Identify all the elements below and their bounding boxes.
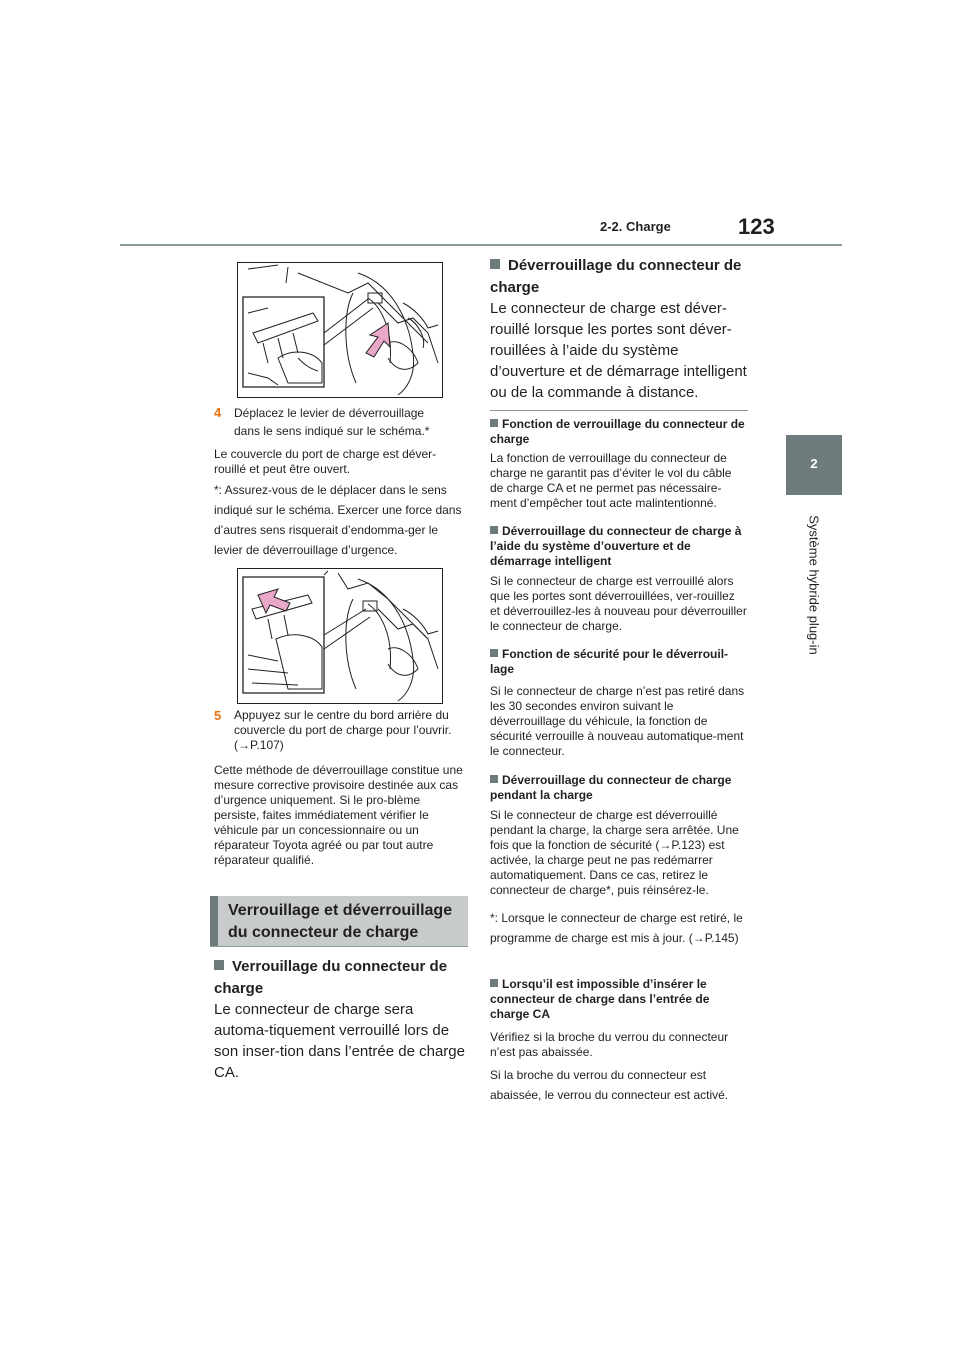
note-heading-text: Fonction de sécurité pour le déverrouil-lage <box>490 647 729 676</box>
illustration-unlock-lever-2 <box>238 569 442 703</box>
note-heading-text: Déverrouillage du connecteur de charge pendant la charge <box>490 773 732 802</box>
step-5 <box>214 708 468 760</box>
notes-divider <box>490 410 748 411</box>
note-heading-3 <box>490 647 748 677</box>
figure-unlock-lever-2 <box>237 568 443 704</box>
banner-underline <box>210 946 468 947</box>
square-bullet-icon <box>490 775 498 783</box>
section-banner <box>210 896 468 946</box>
step-number: 5 <box>214 708 222 723</box>
figure-unlock-lever-1 <box>237 262 443 398</box>
step-5-result: Cette méthode de déverrouillage constitue une mesure corrective provisoire destinée aux cas d’urgence uniquement. Si le pro-blème persiste, faites immédiatement vérifier le véhicule par un concessionnaire ou un réparateur Toyota agréé ou par tout autre réparateur qualifié. <box>214 763 463 867</box>
square-bullet-icon <box>490 419 498 427</box>
page-number: 123 <box>738 214 775 239</box>
square-bullet-icon <box>214 960 224 970</box>
lock-heading <box>214 956 468 1000</box>
note-body-3: Si le connecteur de charge n’est pas retiré dans les 30 secondes environ suivant le déverrouillage du véhicule, la fonction de sécurité verrouille à nouveau automatique-ment le connecteur. <box>490 684 745 758</box>
note-body-1: La fonction de verrouillage du connecteur de charge ne garantit pas d’éviter le vol du câble de charge CA et ne permet pas nécessaire-ment d’empêcher tout acte malintentionné. <box>490 451 732 510</box>
lock-heading-text: Verrouillage du connecteur de charge <box>214 958 448 997</box>
unlock-heading-text: Déverrouillage du connecteur de charge <box>490 257 742 296</box>
note-body-4: Si le connecteur de charge est déverrouillé pendant la charge, la charge sera arrêtée. Une fois que la fonction de sécurité (→P.123) est activée, la charge peut ne pas redémarrer automatiquement. Dans ce cas, retirez le connecteur de charge*, puis réinsérez-le. <box>490 808 739 897</box>
square-bullet-icon <box>490 649 498 657</box>
square-bullet-icon <box>490 259 500 269</box>
chapter-label: Système hybride plug-in <box>806 515 822 655</box>
illustration-unlock-lever-1 <box>238 263 442 397</box>
step-4 <box>214 404 468 444</box>
note-body-5a: Vérifiez si la broche du verrou du connecteur n’est pas abaissée. <box>490 1030 729 1059</box>
note-heading-2 <box>490 524 748 569</box>
unlock-heading <box>490 255 748 299</box>
unlock-body: Le connecteur de charge est déver-rouillé lorsque les portes sont déver-rouillées à l’aide du système d’ouverture et de démarrage intelligent ou de la commande à distance. <box>490 300 747 401</box>
step-text: Appuyez sur le centre du bord arrière du couvercle du port de charge pour l’ouvrir. (→P.107) <box>234 708 452 752</box>
step-text: Déplacez le levier de déverrouillage dans le sens indiqué sur le schéma.* <box>234 406 430 438</box>
note-footnote-4: *: Lorsque le connecteur de charge est retiré, le programme de charge est mis à jour. (→P.145) <box>490 911 743 945</box>
pink-arrow-icon <box>258 589 290 613</box>
square-bullet-icon <box>490 526 498 534</box>
chapter-number: 2 <box>810 456 818 471</box>
note-heading-text: Déverrouillage du connecteur de charge à l’aide du système d’ouverture et de démarrage intelligent <box>490 524 742 568</box>
step-number: 4 <box>214 405 222 420</box>
note-body-5b: Si la broche du verrou du connecteur est abaissée, le verrou du connecteur est activé. <box>490 1068 729 1102</box>
note-heading-text: Lorsqu’il est impossible d’insérer le connecteur de charge dans l’entrée de charge CA <box>490 977 710 1021</box>
note-body-2: Si le connecteur de charge est verrouillé alors que les portes sont déverrouillées, ver-rouillez et déverrouillez-les à nouveau pour déverrouiller le connecteur de charge. <box>490 574 747 633</box>
chapter-label-wrap <box>769 490 859 680</box>
note-heading-4 <box>490 773 748 803</box>
section-title: 2-2. Charge <box>600 219 671 234</box>
lock-body: Le connecteur de charge sera automa-tiquement verrouillé lors de son inser-tion dans l’entrée de charge CA. <box>214 1001 465 1081</box>
step-4-note: *: Assurez-vous de le déplacer dans le sens indiqué sur le schéma. Exercer une force dans d’autres sens risquerait d’endomma-ger le levier de déverrouillage d’urgence. <box>214 483 462 557</box>
header-divider <box>120 244 842 246</box>
note-heading-1 <box>490 417 748 447</box>
square-bullet-icon <box>490 979 498 987</box>
step-4-result: Le couvercle du port de charge est déver-rouillé et peut être ouvert. <box>214 447 437 476</box>
pink-arrow-icon <box>366 323 390 357</box>
note-heading-text: Fonction de verrouillage du connecteur de charge <box>490 417 745 446</box>
note-heading-5 <box>490 977 748 1022</box>
section-banner-title: Verrouillage et déverrouillage du connecteur de charge <box>228 902 453 941</box>
